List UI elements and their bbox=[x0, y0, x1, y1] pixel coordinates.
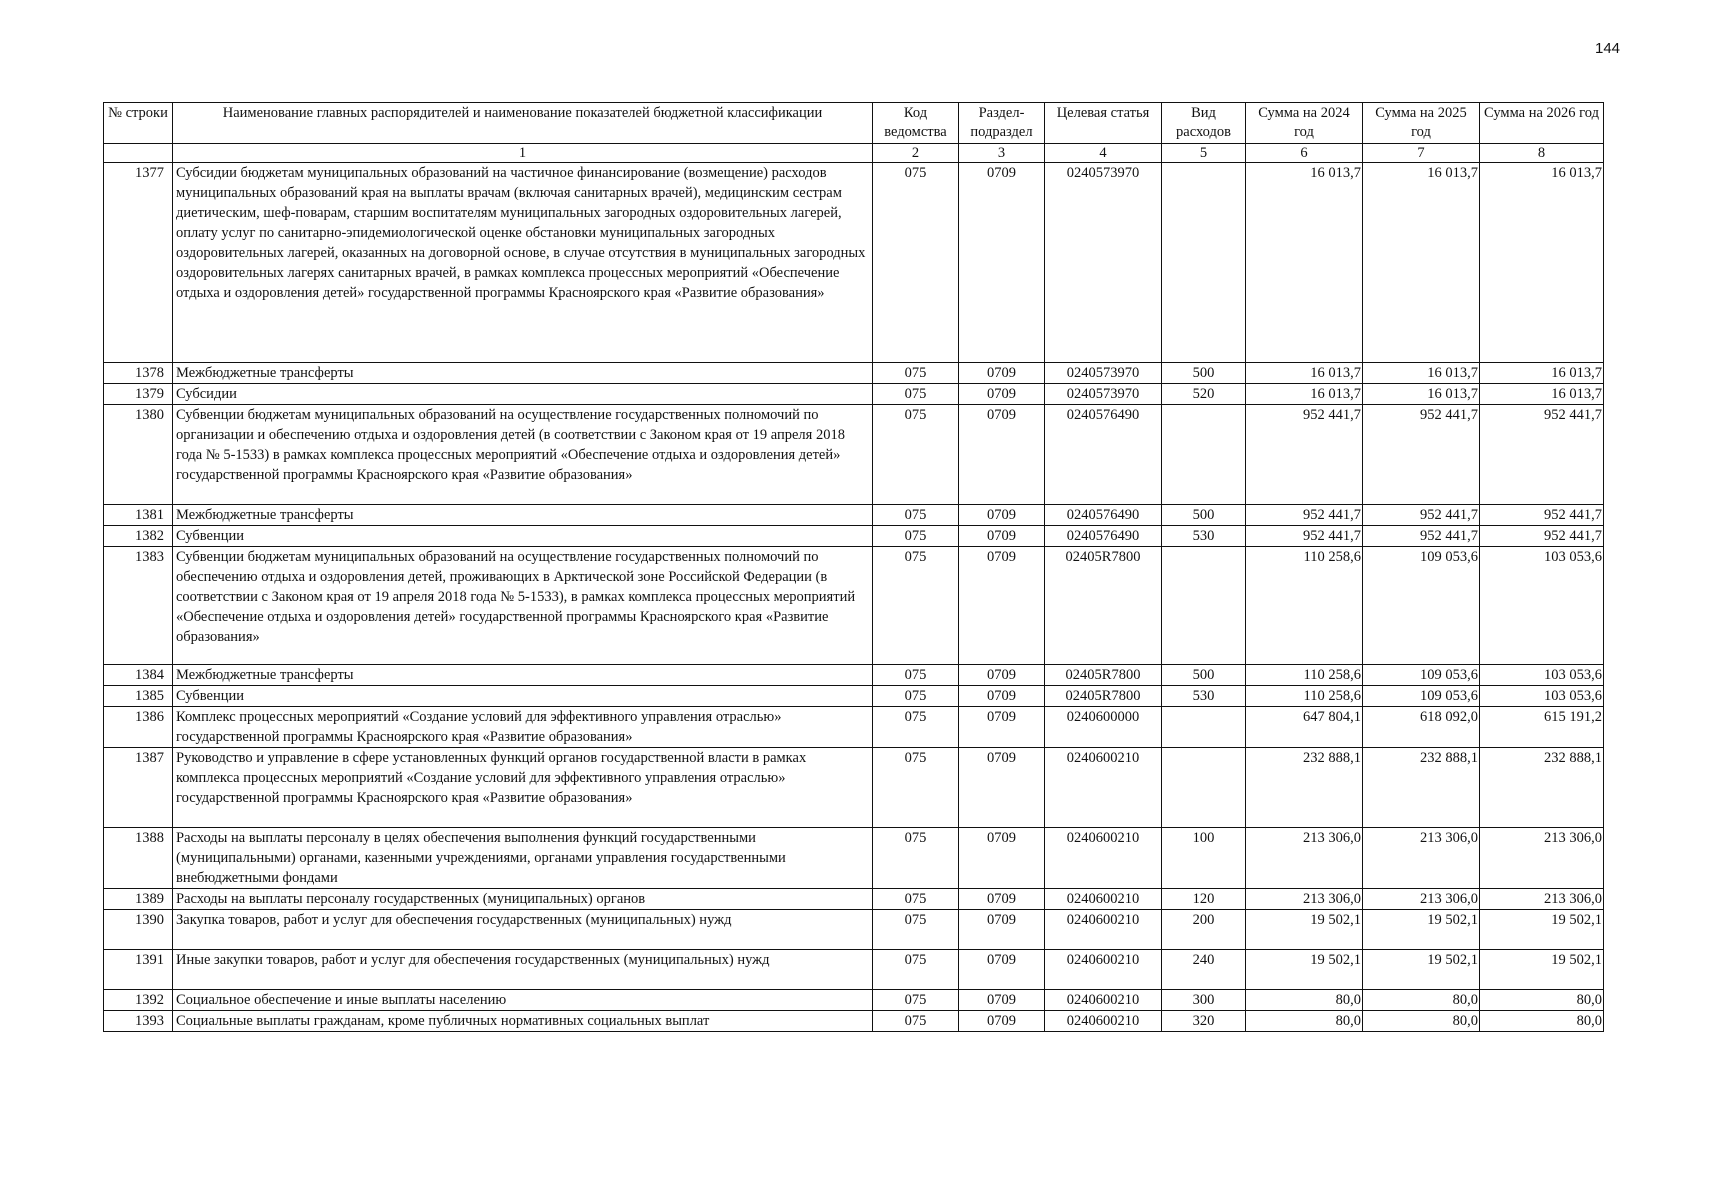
row-sum-2026: 615 191,2 bbox=[1480, 707, 1604, 748]
table-row bbox=[104, 990, 1604, 1011]
row-sum-2024: 16 013,7 bbox=[1246, 384, 1363, 405]
row-dept-code: 075 bbox=[873, 889, 959, 910]
row-target-code: 02405R7800 bbox=[1045, 686, 1162, 707]
table-row bbox=[104, 950, 1604, 990]
row-name: Межбюджетные трансферты bbox=[173, 665, 873, 686]
row-sum-2025: 80,0 bbox=[1363, 990, 1480, 1011]
row-sum-2024: 952 441,7 bbox=[1246, 405, 1363, 505]
row-sum-2024: 16 013,7 bbox=[1246, 163, 1363, 363]
row-sum-2026: 103 053,6 bbox=[1480, 547, 1604, 665]
row-sum-2025: 952 441,7 bbox=[1363, 526, 1480, 547]
table-row bbox=[104, 1011, 1604, 1032]
row-kind-code bbox=[1162, 405, 1246, 505]
row-section-code: 0709 bbox=[959, 910, 1045, 950]
row-dept-code: 075 bbox=[873, 748, 959, 828]
header-row-no: № строки bbox=[104, 103, 173, 144]
row-dept-code: 075 bbox=[873, 665, 959, 686]
row-section-code: 0709 bbox=[959, 707, 1045, 748]
header-target: Целевая статья bbox=[1045, 103, 1162, 144]
row-target-code: 0240576490 bbox=[1045, 505, 1162, 526]
table-row bbox=[104, 889, 1604, 910]
row-name: Закупка товаров, работ и услуг для обеспечения государственных (муниципальных) нужд bbox=[173, 910, 873, 950]
header-name: Наименование главных распорядителей и наименование показателей бюджетной классификации bbox=[173, 103, 873, 144]
row-dept-code: 075 bbox=[873, 405, 959, 505]
column-number bbox=[104, 144, 173, 163]
row-sum-2026: 213 306,0 bbox=[1480, 828, 1604, 889]
row-kind-code: 520 bbox=[1162, 384, 1246, 405]
row-sum-2026: 213 306,0 bbox=[1480, 889, 1604, 910]
column-number: 5 bbox=[1162, 144, 1246, 163]
table-row bbox=[104, 686, 1604, 707]
row-sum-2024: 952 441,7 bbox=[1246, 505, 1363, 526]
row-name: Расходы на выплаты персоналу в целях обеспечения выполнения функций государственными (муниципальными) органами, казенными учреждениями, органами управления государственными внебюджетными фондами bbox=[173, 828, 873, 889]
row-target-code: 0240600000 bbox=[1045, 707, 1162, 748]
row-name: Межбюджетные трансферты bbox=[173, 363, 873, 384]
row-dept-code: 075 bbox=[873, 363, 959, 384]
row-sum-2024: 110 258,6 bbox=[1246, 665, 1363, 686]
row-target-code: 0240600210 bbox=[1045, 950, 1162, 990]
table-row bbox=[104, 526, 1604, 547]
row-dept-code: 075 bbox=[873, 526, 959, 547]
row-target-code: 0240600210 bbox=[1045, 828, 1162, 889]
row-target-code: 0240600210 bbox=[1045, 910, 1162, 950]
column-number: 4 bbox=[1045, 144, 1162, 163]
row-dept-code: 075 bbox=[873, 707, 959, 748]
column-number-row bbox=[104, 144, 1604, 163]
row-target-code: 0240576490 bbox=[1045, 526, 1162, 547]
table-row bbox=[104, 384, 1604, 405]
row-name: Комплекс процессных мероприятий «Создание условий для эффективного управления отраслью» государственной программы Красноярского края «Развитие образования» bbox=[173, 707, 873, 748]
header-sum-2026: Сумма на 2026 год bbox=[1480, 103, 1604, 144]
table-row bbox=[104, 405, 1604, 505]
row-sum-2025: 16 013,7 bbox=[1363, 363, 1480, 384]
row-dept-code: 075 bbox=[873, 828, 959, 889]
row-sum-2025: 109 053,6 bbox=[1363, 665, 1480, 686]
row-name: Расходы на выплаты персоналу государственных (муниципальных) органов bbox=[173, 889, 873, 910]
row-target-code: 0240573970 bbox=[1045, 363, 1162, 384]
table-row bbox=[104, 748, 1604, 828]
row-sum-2025: 16 013,7 bbox=[1363, 163, 1480, 363]
row-sum-2026: 16 013,7 bbox=[1480, 163, 1604, 363]
row-kind-code: 500 bbox=[1162, 363, 1246, 384]
column-number: 3 bbox=[959, 144, 1045, 163]
row-sum-2026: 952 441,7 bbox=[1480, 526, 1604, 547]
column-number: 2 bbox=[873, 144, 959, 163]
row-sum-2024: 647 804,1 bbox=[1246, 707, 1363, 748]
column-number: 1 bbox=[173, 144, 873, 163]
table-row bbox=[104, 505, 1604, 526]
row-target-code: 0240600210 bbox=[1045, 748, 1162, 828]
row-section-code: 0709 bbox=[959, 950, 1045, 990]
row-sum-2024: 19 502,1 bbox=[1246, 950, 1363, 990]
row-section-code: 0709 bbox=[959, 163, 1045, 363]
row-target-code: 02405R7800 bbox=[1045, 665, 1162, 686]
row-sum-2024: 952 441,7 bbox=[1246, 526, 1363, 547]
row-kind-code: 200 bbox=[1162, 910, 1246, 950]
table-row bbox=[104, 707, 1604, 748]
row-name: Межбюджетные трансферты bbox=[173, 505, 873, 526]
row-sum-2026: 232 888,1 bbox=[1480, 748, 1604, 828]
row-kind-code bbox=[1162, 163, 1246, 363]
row-number: 1385 bbox=[104, 686, 173, 707]
column-number: 7 bbox=[1363, 144, 1480, 163]
budget-table bbox=[103, 102, 1604, 1032]
row-sum-2026: 19 502,1 bbox=[1480, 950, 1604, 990]
row-kind-code: 500 bbox=[1162, 505, 1246, 526]
row-sum-2024: 232 888,1 bbox=[1246, 748, 1363, 828]
header-row bbox=[104, 103, 1604, 144]
row-dept-code: 075 bbox=[873, 950, 959, 990]
row-sum-2026: 952 441,7 bbox=[1480, 505, 1604, 526]
row-number: 1384 bbox=[104, 665, 173, 686]
row-sum-2025: 16 013,7 bbox=[1363, 384, 1480, 405]
row-sum-2026: 19 502,1 bbox=[1480, 910, 1604, 950]
row-sum-2026: 103 053,6 bbox=[1480, 665, 1604, 686]
row-kind-code bbox=[1162, 748, 1246, 828]
row-section-code: 0709 bbox=[959, 384, 1045, 405]
row-name: Социальные выплаты гражданам, кроме публичных нормативных социальных выплат bbox=[173, 1011, 873, 1032]
row-sum-2024: 110 258,6 bbox=[1246, 547, 1363, 665]
row-section-code: 0709 bbox=[959, 547, 1045, 665]
row-kind-code: 300 bbox=[1162, 990, 1246, 1011]
row-name: Субвенции бюджетам муниципальных образований на осуществление государственных полномочий по организации и обеспечению отдыха и оздоровления детей (в соответствии с Законом края от 19 апреля 2018 года № 5-1533) в рамках комплекса процессных мероприятий «Обеспечение отдыха и оздоровления детей» государственной программы Красноярского края «Развитие образования» bbox=[173, 405, 873, 505]
row-kind-code: 530 bbox=[1162, 686, 1246, 707]
header-sum-2024: Сумма на 2024 год bbox=[1246, 103, 1363, 144]
row-number: 1377 bbox=[104, 163, 173, 363]
row-section-code: 0709 bbox=[959, 526, 1045, 547]
row-number: 1379 bbox=[104, 384, 173, 405]
row-number: 1393 bbox=[104, 1011, 173, 1032]
row-sum-2025: 213 306,0 bbox=[1363, 828, 1480, 889]
row-kind-code bbox=[1162, 547, 1246, 665]
row-kind-code: 100 bbox=[1162, 828, 1246, 889]
row-kind-code: 530 bbox=[1162, 526, 1246, 547]
table-row bbox=[104, 363, 1604, 384]
row-sum-2024: 19 502,1 bbox=[1246, 910, 1363, 950]
row-number: 1378 bbox=[104, 363, 173, 384]
row-sum-2026: 16 013,7 bbox=[1480, 384, 1604, 405]
row-number: 1383 bbox=[104, 547, 173, 665]
column-number: 6 bbox=[1246, 144, 1363, 163]
row-number: 1380 bbox=[104, 405, 173, 505]
row-number: 1391 bbox=[104, 950, 173, 990]
row-number: 1381 bbox=[104, 505, 173, 526]
row-dept-code: 075 bbox=[873, 384, 959, 405]
table-row bbox=[104, 665, 1604, 686]
row-section-code: 0709 bbox=[959, 665, 1045, 686]
row-dept-code: 075 bbox=[873, 686, 959, 707]
row-sum-2024: 16 013,7 bbox=[1246, 363, 1363, 384]
row-sum-2024: 213 306,0 bbox=[1246, 828, 1363, 889]
row-sum-2025: 19 502,1 bbox=[1363, 950, 1480, 990]
row-target-code: 02405R7800 bbox=[1045, 547, 1162, 665]
row-dept-code: 075 bbox=[873, 505, 959, 526]
row-section-code: 0709 bbox=[959, 363, 1045, 384]
row-number: 1392 bbox=[104, 990, 173, 1011]
row-section-code: 0709 bbox=[959, 748, 1045, 828]
row-name: Субсидии бюджетам муниципальных образований на частичное финансирование (возмещение) расходов муниципальных образований края на выплаты врачам (включая санитарных врачей), медицинским сестрам диетическим, шеф-поварам, старшим воспитателям муниципальных загородных оздоровительных лагерей, оплату услуг по санитарно-эпидемиологической оценке обстановки муниципальных загородных оздоровительных лагерей, оказанных на договорной основе, в случае отсутствия в муниципальных загородных оздоровительных лагерях санитарных врачей, в рамках комплекса процессных мероприятий «Обеспечение отдыха и оздоровления детей» государственной программы Красноярского края «Развитие образования» bbox=[173, 163, 873, 363]
table-row bbox=[104, 163, 1604, 363]
row-target-code: 0240576490 bbox=[1045, 405, 1162, 505]
row-sum-2025: 232 888,1 bbox=[1363, 748, 1480, 828]
row-sum-2026: 952 441,7 bbox=[1480, 405, 1604, 505]
row-sum-2025: 80,0 bbox=[1363, 1011, 1480, 1032]
row-dept-code: 075 bbox=[873, 990, 959, 1011]
row-sum-2026: 80,0 bbox=[1480, 1011, 1604, 1032]
header-section: Раздел-подраздел bbox=[959, 103, 1045, 144]
row-section-code: 0709 bbox=[959, 1011, 1045, 1032]
row-kind-code: 120 bbox=[1162, 889, 1246, 910]
row-target-code: 0240573970 bbox=[1045, 384, 1162, 405]
row-sum-2026: 103 053,6 bbox=[1480, 686, 1604, 707]
row-name: Субсидии bbox=[173, 384, 873, 405]
row-section-code: 0709 bbox=[959, 990, 1045, 1011]
row-sum-2026: 16 013,7 bbox=[1480, 363, 1604, 384]
header-sum-2025: Сумма на 2025 год bbox=[1363, 103, 1480, 144]
header-kind: Вид расходов bbox=[1162, 103, 1246, 144]
row-name: Иные закупки товаров, работ и услуг для обеспечения государственных (муниципальных) нужд bbox=[173, 950, 873, 990]
row-sum-2024: 80,0 bbox=[1246, 990, 1363, 1011]
row-kind-code: 500 bbox=[1162, 665, 1246, 686]
row-name: Субвенции bbox=[173, 686, 873, 707]
row-name: Руководство и управление в сфере установленных функций органов государственной власти в рамках комплекса процессных мероприятий «Создание условий для эффективного управления отраслью» государственной программы Красноярского края «Развитие образования» bbox=[173, 748, 873, 828]
row-sum-2024: 110 258,6 bbox=[1246, 686, 1363, 707]
row-kind-code: 320 bbox=[1162, 1011, 1246, 1032]
table-row bbox=[104, 547, 1604, 665]
row-number: 1382 bbox=[104, 526, 173, 547]
row-target-code: 0240573970 bbox=[1045, 163, 1162, 363]
column-number: 8 bbox=[1480, 144, 1604, 163]
row-number: 1390 bbox=[104, 910, 173, 950]
row-dept-code: 075 bbox=[873, 910, 959, 950]
row-sum-2025: 618 092,0 bbox=[1363, 707, 1480, 748]
table-row bbox=[104, 910, 1604, 950]
row-section-code: 0709 bbox=[959, 889, 1045, 910]
row-dept-code: 075 bbox=[873, 163, 959, 363]
row-number: 1389 bbox=[104, 889, 173, 910]
row-sum-2026: 80,0 bbox=[1480, 990, 1604, 1011]
row-kind-code: 240 bbox=[1162, 950, 1246, 990]
row-sum-2025: 952 441,7 bbox=[1363, 505, 1480, 526]
row-sum-2025: 109 053,6 bbox=[1363, 547, 1480, 665]
row-target-code: 0240600210 bbox=[1045, 889, 1162, 910]
row-dept-code: 075 bbox=[873, 547, 959, 665]
row-sum-2025: 19 502,1 bbox=[1363, 910, 1480, 950]
row-name: Субвенции бюджетам муниципальных образований на осуществление государственных полномочий по обеспечению отдыха и оздоровления детей, проживающих в Арктической зоне Российской Федерации (в соответствии с Законом края от 19 апреля 2018 года № 5-1533), в рамках комплекса процессных мероприятий «Обеспечение отдыха и оздоровления детей» государственной программы Красноярского края «Развитие образования» bbox=[173, 547, 873, 665]
row-dept-code: 075 bbox=[873, 1011, 959, 1032]
row-sum-2024: 80,0 bbox=[1246, 1011, 1363, 1032]
row-number: 1388 bbox=[104, 828, 173, 889]
row-kind-code bbox=[1162, 707, 1246, 748]
page-number: 144 bbox=[1595, 40, 1621, 57]
row-sum-2025: 952 441,7 bbox=[1363, 405, 1480, 505]
row-section-code: 0709 bbox=[959, 828, 1045, 889]
row-name: Субвенции bbox=[173, 526, 873, 547]
row-section-code: 0709 bbox=[959, 405, 1045, 505]
row-name: Социальное обеспечение и иные выплаты населению bbox=[173, 990, 873, 1011]
row-number: 1386 bbox=[104, 707, 173, 748]
row-sum-2025: 109 053,6 bbox=[1363, 686, 1480, 707]
header-dept: Код ведомства bbox=[873, 103, 959, 144]
row-section-code: 0709 bbox=[959, 686, 1045, 707]
row-target-code: 0240600210 bbox=[1045, 1011, 1162, 1032]
row-section-code: 0709 bbox=[959, 505, 1045, 526]
row-sum-2025: 213 306,0 bbox=[1363, 889, 1480, 910]
row-number: 1387 bbox=[104, 748, 173, 828]
table-row bbox=[104, 828, 1604, 889]
row-sum-2024: 213 306,0 bbox=[1246, 889, 1363, 910]
row-target-code: 0240600210 bbox=[1045, 990, 1162, 1011]
